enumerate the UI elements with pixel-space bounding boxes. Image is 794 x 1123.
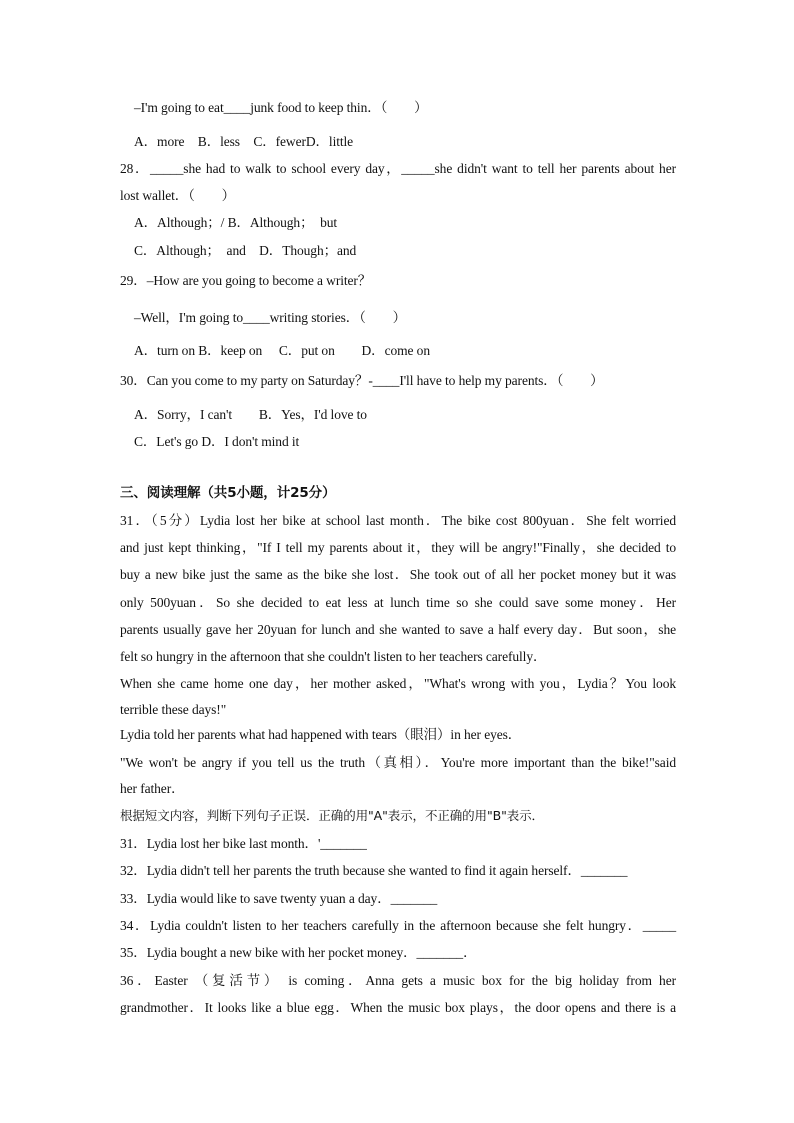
passage-line: Lydia told her parents what had happened with tears（眼泪）in her eyes． <box>120 727 522 742</box>
statement-31: 31．Lydia lost her bike last month．'_______ <box>120 836 367 851</box>
statement-33: 33．Lydia would like to save twenty yuan a day．_______ <box>120 891 438 906</box>
statement-34: 34．Lydia couldn't listen to her teachers carefully in the afternoon because she felt hungry．_____ <box>120 918 676 933</box>
q27-options: A．more B．less C．fewerD．little <box>134 134 354 149</box>
q36-passage-line-2: grandmother．It looks like a blue egg．When the music box plays，the door opens and there is a <box>120 1000 676 1015</box>
q30-stem: 30．Can you come to my party on Saturday？-____I'll have to help my parents．（ ） <box>120 373 604 388</box>
q30-options-ab: A．Sorry，I can't B．Yes，I'd love to <box>134 407 367 422</box>
passage-line: buy a new bike just the same as the bike she lost．She took out of all her pocket money but it was <box>120 567 676 582</box>
q30-options-cd: C．Let's go D．I don't mind it <box>134 434 300 449</box>
statement-35: 35．Lydia bought a new bike with her pocket money．_______． <box>120 945 477 960</box>
instruction-line: 根据短文内容，判断下列句子正误．正确的用"A"表示，不正确的用"B"表示． <box>120 808 544 823</box>
statement-32: 32．Lydia didn't tell her parents the truth because she wanted to find it again herself．_______ <box>120 863 628 878</box>
passage-line: terrible these days!" <box>120 702 227 717</box>
q29-stem-line-1: 29．–How are you going to become a writer？ <box>120 273 372 288</box>
passage-line: When she came home one day，her mother asked，"What's wrong with you，Lydia？You look <box>120 676 676 691</box>
passage-line: her father． <box>120 781 185 796</box>
passage-line: parents usually gave her 20yuan for lunch and she wanted to save a half every day．But soon，she <box>120 622 676 637</box>
passage-line: and just kept thinking，"If I tell my parents about it，they will be angry!"Finally，she decided to <box>120 540 676 555</box>
q29-options: A．turn on B．keep on C．put on D．come on <box>134 343 430 358</box>
passage-line: 31．（5分）Lydia lost her bike at school last month．The bike cost 800yuan．She felt worried <box>120 513 676 528</box>
q29-stem-line-2: –Well，I'm going to____writing stories．（ ） <box>134 310 407 325</box>
passage-line: only 500yuan．So she decided to eat less at lunch time so she could save some money．Her <box>120 595 676 610</box>
passage-line: felt so hungry in the afternoon that she couldn't listen to her teachers carefully． <box>120 649 547 664</box>
q28-stem-line-1: 28．_____she had to walk to school every day，_____she didn't want to tell her parents about her <box>120 161 676 176</box>
q36-passage-line-1: 36．Easter （复活节） is coming．Anna gets a music box for the big holiday from her <box>120 973 676 988</box>
section-heading-reading: 三、阅读理解（共5小题，计25分） <box>120 485 336 501</box>
passage-line: "We won't be angry if you tell us the truth（真相）．You're more important than the bike!"said <box>120 755 676 770</box>
q28-options-ab: A．Although；/ B．Although； but <box>134 215 338 230</box>
q28-stem-line-2: lost wallet．（ ） <box>120 188 236 203</box>
q27-stem-line: –I'm going to eat____junk food to keep thin．（ ） <box>134 100 428 115</box>
q28-options-cd: C．Although； and D．Though；and <box>134 243 357 258</box>
